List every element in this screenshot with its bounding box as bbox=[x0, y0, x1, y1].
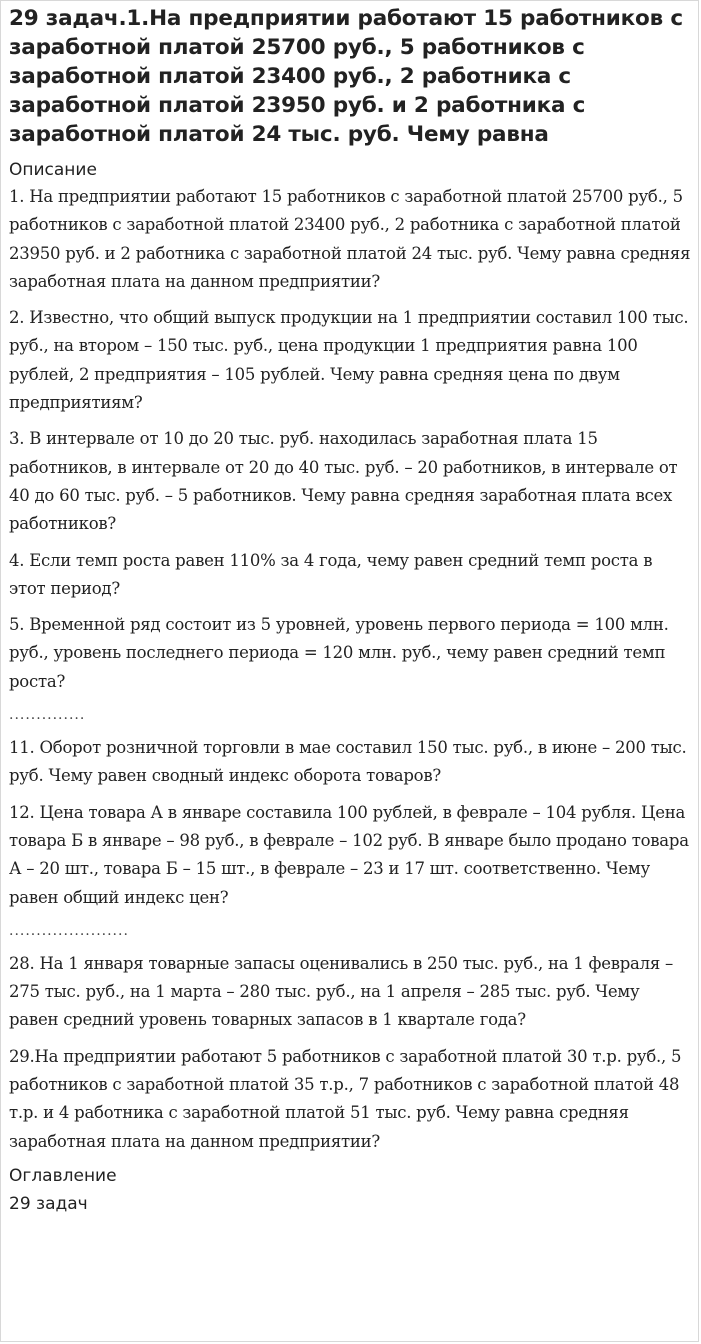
task-paragraph-12: 12. Цена товара А в январе составила 100 рублей, в феврале – 104 рубля. Цена товара Б в январе – 98 руб., в феврале – 102 руб. В январе было продано товара А – 20 шт., товара Б – 15 шт., в феврале – 23 и 17 шт. соответственно. Чему равен общий индекс цен? bbox=[9, 802, 689, 907]
ellipsis-separator-1: .............. bbox=[9, 707, 86, 724]
task-paragraph-28: 28. На 1 января товарные запасы оценивались в 250 тыс. руб., на 1 февраля – 275 тыс. руб., на 1 марта – 280 тыс. руб., на 1 апреля – 285 тыс. руб. Чему равен средний уровень товарных запасов в 1 квартале года? bbox=[9, 953, 674, 1030]
task-paragraph-1: 1. На предприятии работают 15 работников с заработной платой 25700 руб., 5 работников с заработной платой 23400 руб., 2 работника с заработной платой 23950 руб. и 2 работника с заработной платой 24 тыс. руб. Чему равна средняя заработная плата на данном предприятии? bbox=[9, 187, 691, 291]
article bbox=[9, 4, 693, 1218]
task-paragraph-11: 11. Оборот розничной торговли в мае составил 150 тыс. руб., в июне – 200 тыс. руб. Чему равен сводный индекс оборота товаров? bbox=[9, 738, 687, 786]
toc-item[interactable]: 29 задач bbox=[9, 1193, 88, 1214]
toc-label: Оглавление bbox=[9, 1165, 117, 1186]
page-title: 29 задач.1.На предприятии работают 15 работников с заработной платой 25700 руб., 5 работников с заработной платой 23400 руб., 2 работника с заработной платой 23950 руб. и 2 работника с заработной платой 24 тыс. руб. Чему равна bbox=[9, 6, 683, 147]
task-paragraph-3: 3. В интервале от 10 до 20 тыс. руб. находилась заработная плата 15 работников, в интервале от 20 до 40 тыс. руб. – 20 работников, в интервале от 40 до 60 тыс. руб. – 5 работников. Чему равна средняя заработная плата всех работников? bbox=[9, 429, 678, 534]
ellipsis-separator-2: ...................... bbox=[9, 922, 129, 939]
task-paragraph-2: 2. Известно, что общий выпуск продукции на 1 предприятии составил 100 тыс. руб., на втором – 150 тыс. руб., цена продукции 1 предприятия равна 100 рублей, 2 предприятия – 105 рублей. Чему равна средняя цена по двум предприятиям? bbox=[9, 308, 689, 413]
task-paragraph-29: 29.На предприятии работают 5 работников с заработной платой 30 т.р. руб., 5 работников с заработной платой 35 т.р., 7 работников с заработной платой 48 т.р. и 4 работника с заработной платой 51 тыс. руб. Чему равна средняя заработная плата на данном предприятии? bbox=[9, 1046, 682, 1151]
description-label: Описание bbox=[9, 160, 97, 180]
task-paragraph-4: 4. Если темп роста равен 110% за 4 года, чему равен средний темп роста в этот период? bbox=[9, 550, 653, 598]
task-paragraph-5: 5. Временной ряд состоит из 5 уровней, уровень первого периода = 100 млн. руб., уровень последнего периода = 120 млн. руб., чему равен средний темп роста? bbox=[9, 615, 669, 691]
